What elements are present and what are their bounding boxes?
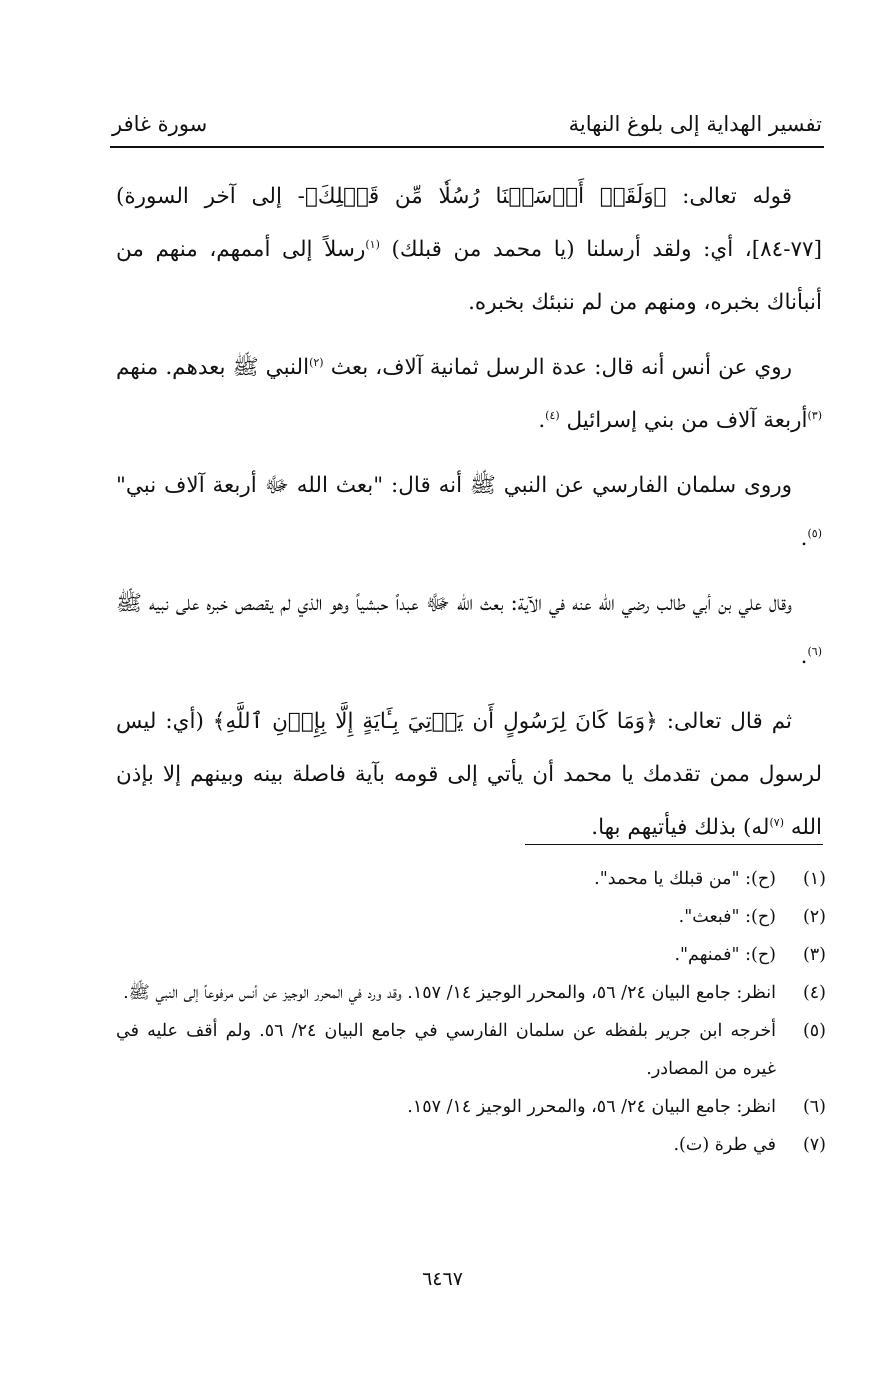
footnote-text: (ح): "فبعث". (678, 907, 776, 927)
footnote-ref-6[interactable]: (٦) (807, 644, 822, 658)
footnote-text: أخرجه ابن جرير بلفظه عن سلمان الفارسي في جامع البيان ٢٤/ ٥٦. ولم أقف عليه في غيره من المصادر. (116, 1021, 776, 1079)
footnote-text: في طرة (ت). (673, 1135, 776, 1155)
quran-verse: ﴿وَلَقَدۡ أَرۡسَلۡنَا رُسُلٗا مِّن قَبۡلِكَ﴾ (304, 184, 667, 209)
footnote-number: (٢) (802, 907, 826, 927)
footnote-4 (116, 974, 826, 1012)
paragraph-text: النبي ﷺ بعدهم. منهم (116, 355, 310, 380)
paragraph-text: أربعة آلاف من بني إسرائيل (559, 408, 808, 433)
paragraph-text: قوله تعالى: (666, 184, 793, 209)
running-header (112, 104, 822, 144)
footnote-text: انظر: جامع البيان ٢٤/ ٥٦، والمحرر الوجيز ١٤/ ١٥٧. (407, 1097, 776, 1117)
footnote-number: (٥) (802, 1021, 826, 1041)
footnote-5 (116, 1012, 826, 1088)
paragraph-text: (أي: ليس لرسول ممن تقدمك يا محمد أن يأتي إلى قومه بآية فاصلة بينه وبينهم إلا بإذن الله (116, 709, 822, 840)
footnote-7 (116, 1126, 826, 1164)
footnote-text: (ح): "من قبلك يا محمد". (594, 869, 776, 889)
quran-verse: ﴿وَمَا كَانَ لِرَسُولٍ أَن يَأۡتِيَ بِـَٔايَةٍ إِلَّا بِإِذۡنِ ٱللَّهِ﴾ (212, 709, 658, 734)
paragraph-2 (116, 341, 822, 447)
paragraph-text: . (800, 644, 808, 669)
footnote-text: (ح): "فمنهم". (674, 945, 776, 965)
main-text (116, 170, 822, 866)
footnote-ref-3[interactable]: (٣) (807, 408, 822, 422)
footnote-6 (116, 1088, 826, 1126)
footnote-number: (١) (802, 869, 826, 889)
paragraph-text: رسلاً إلى أممهم، منهم من أنبأناك بخبره، ومنهم من لم ننبئك بخبره. (116, 237, 822, 315)
footnote-ref-5[interactable]: (٥) (807, 526, 822, 540)
footnote-text: انظر: جامع البيان ٢٤/ ٥٦، والمحرر الوجيز ١٤/ ١٥٧. وقد ورد في المحرر الوجيز عن أنس مرفوعاً إلى النبي ﷺ. (123, 983, 776, 1003)
footnote-rule (525, 844, 823, 845)
footnote-number: (٦) (802, 1097, 826, 1117)
footnote-ref-7[interactable]: (٧) (769, 815, 784, 829)
footnote-ref-2[interactable]: (٢) (309, 355, 324, 369)
paragraph-text: . (538, 408, 546, 433)
footnote-1 (116, 860, 826, 898)
paragraph-5 (116, 695, 822, 854)
paragraph-text: . (800, 526, 808, 551)
surah-title: سورة غافر (112, 112, 208, 136)
paragraph-1 (116, 170, 822, 329)
footnote-3 (116, 936, 826, 974)
paragraph-text: له) بذلك فيأتيهم بها. (591, 815, 770, 840)
paragraph-3 (116, 459, 822, 565)
book-title: تفسير الهداية إلى بلوغ النهاية (568, 112, 822, 136)
footnote-number: (٤) (802, 983, 826, 1003)
footnote-2 (116, 898, 826, 936)
paragraph-text: وروى سلمان الفارسي عن النبي ﷺ أنه قال: "بعث الله ﷻ أربعة آلاف نبي" (116, 473, 792, 498)
footnote-ref-4[interactable]: (٤) (545, 408, 560, 422)
paragraph-text: - إلى آخر السورة) [٧٧-٨٤]، أي: ولقد أرسلنا (يا محمد من قبلك) (116, 184, 822, 262)
footnote-number: (٣) (802, 945, 826, 965)
footnotes (116, 860, 826, 1164)
header-rule (110, 146, 824, 148)
footnote-ref-1[interactable]: (١) (365, 237, 380, 251)
footnote-number: (٧) (802, 1135, 826, 1155)
paragraph-text: وقال علي بن أبي طالب رضي الله عنه في الآية: بعث الله ﷻ عبداً حبشياً وهو الذي لم يقصص خبره على نبيه ﷺ (116, 591, 792, 616)
paragraph-text: ثم قال تعالى: (657, 709, 792, 734)
paragraph-text: روي عن أنس أنه قال: عدة الرسل ثمانية آلاف، بعث (323, 355, 792, 380)
paragraph-4 (116, 577, 822, 683)
page-number: ٦٤٦٧ (422, 1268, 463, 1290)
